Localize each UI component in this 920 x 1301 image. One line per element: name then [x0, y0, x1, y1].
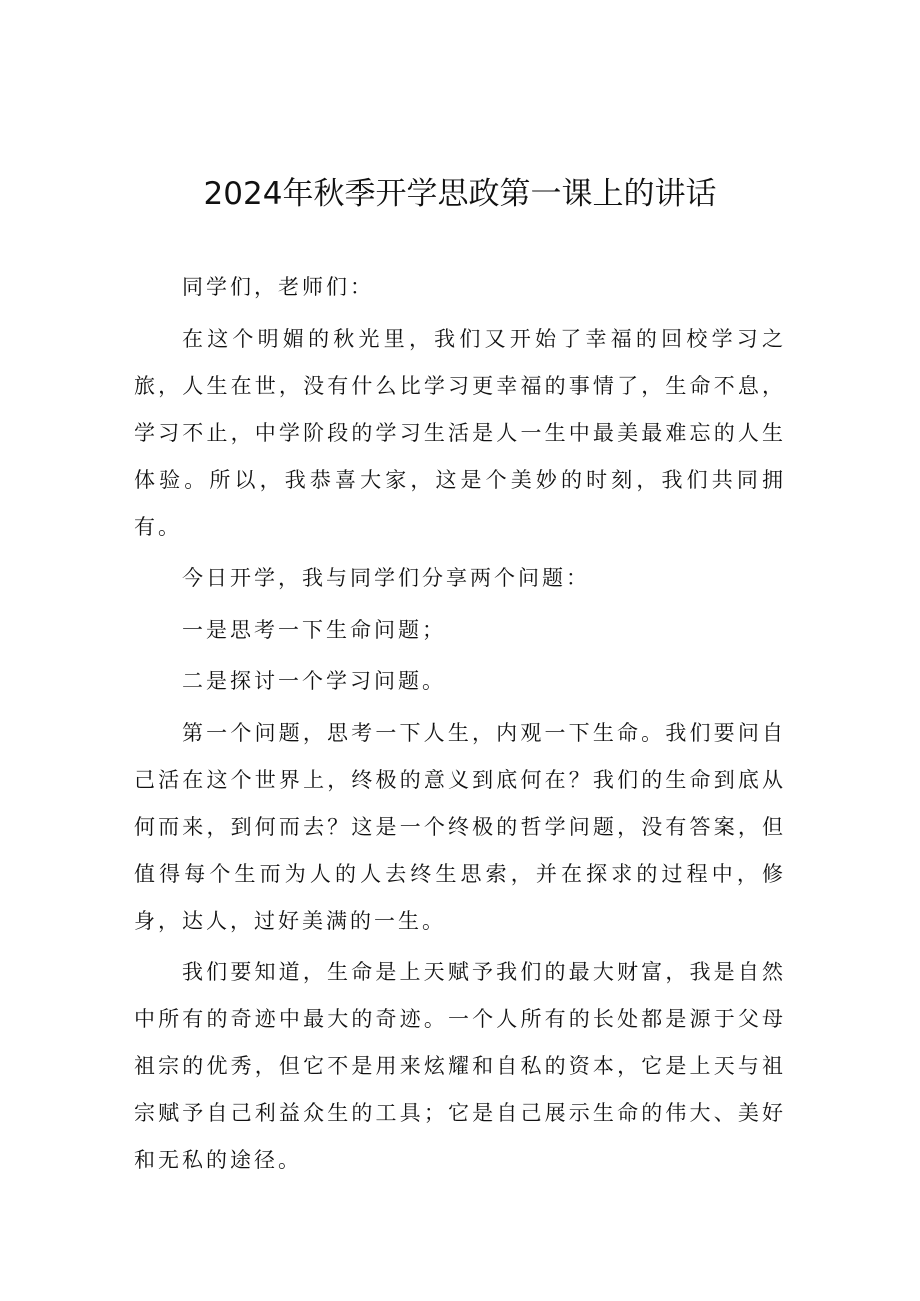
document-body: [134, 264, 786, 1189]
paragraph: 一是思考一下生命问题；: [182, 617, 446, 642]
paragraph: 在这个明媚的秋光里，我们又开始了幸福的回校学习之旅，人生在世，没有什么比学习更幸福的事情了，生命不息，学习不止，中学阶段的学习生活是人一生中最美最难忘的人生体验。所以，我恭喜大家，这是个美妙的时刻，我们共同拥有。: [134, 326, 786, 539]
document-title: 2024年秋季开学思政第一课上的讲话: [203, 176, 717, 212]
paragraph: 我们要知道，生命是上天赋予我们的最大财富，我是自然中所有的奇迹中最大的奇迹。一个人所有的长处都是源于父母祖宗的优秀，但它不是用来炫耀和自私的资本，它是上天与祖宗赋予自己利益众生的工具；它是自己展示生命的伟大、美好和无私的途径。: [134, 960, 786, 1172]
paragraph: 第一个问题，思考一下人生，内观一下生命。我们要问自己活在这个世界上，终极的意义到底何在？我们的生命到底从何而来，到何而去？这是一个终极的哲学问题，没有答案，但值得每个生而为人的人去终生思索，并在探求的过程中，修身，达人，过好美满的一生。: [134, 720, 786, 933]
paragraph: 今日开学，我与同学们分享两个问题：: [182, 566, 590, 590]
paragraph: 二是探讨一个学习问题。: [182, 669, 446, 693]
paragraph-greeting: 同学们，老师们：: [182, 275, 374, 299]
